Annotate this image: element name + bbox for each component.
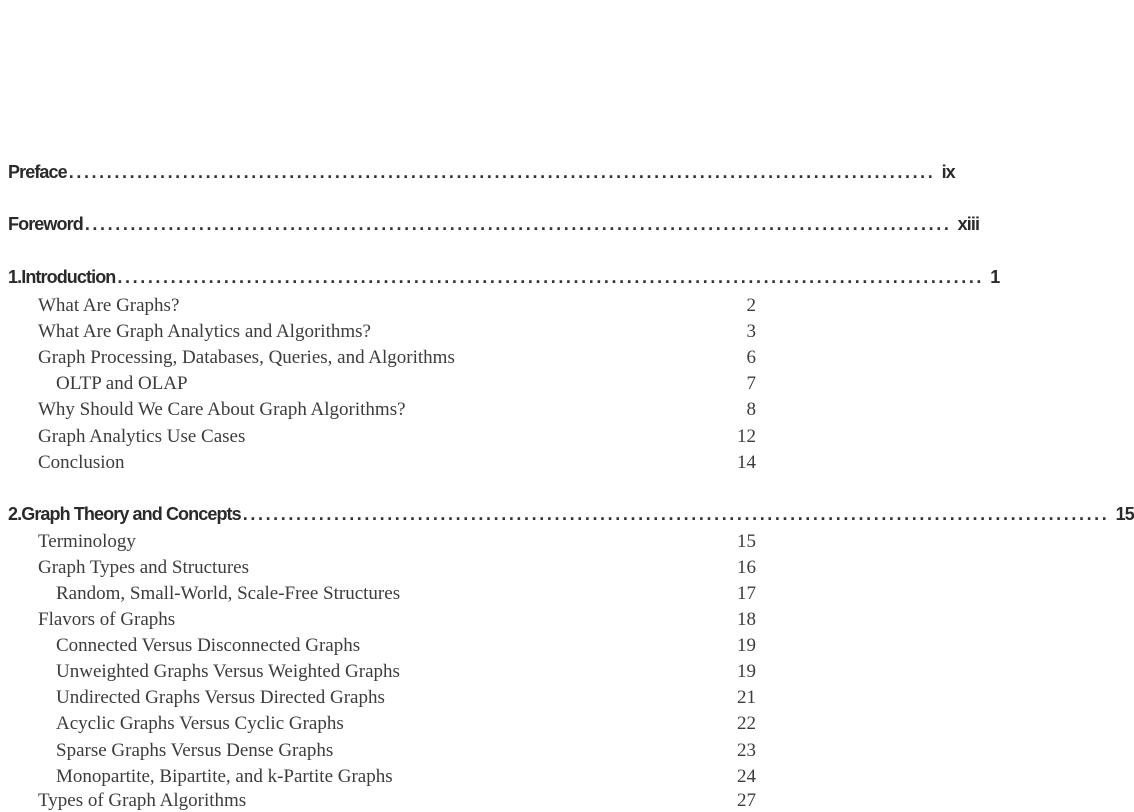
subsection-title: Sparse Graphs Versus Dense Graphs — [56, 740, 334, 761]
section-page: 14 — [737, 452, 756, 473]
toc-section[interactable] — [38, 557, 756, 579]
section-page: 15 — [737, 531, 756, 552]
toc-section[interactable] — [38, 347, 756, 369]
toc-section[interactable] — [38, 321, 756, 343]
toc-entry-label: Preface — [8, 162, 67, 182]
toc-section[interactable] — [38, 790, 756, 812]
toc-entry-label: Foreword — [8, 214, 83, 234]
chapter-number: 1. — [8, 267, 22, 287]
toc-entry-page: xiii — [957, 214, 980, 234]
dot-leader — [117, 267, 980, 288]
section-page: 27 — [737, 790, 756, 811]
section-title: Graph Processing, Databases, Queries, and Algorithms — [38, 347, 455, 368]
section-page: 3 — [746, 321, 756, 342]
section-title: Types of Graph Algorithms — [38, 790, 247, 811]
toc-subsection[interactable] — [56, 713, 756, 735]
toc-section[interactable] — [38, 399, 756, 421]
section-title: Conclusion — [38, 452, 125, 473]
toc-entry-preface[interactable] — [8, 162, 955, 183]
subsection-page: 23 — [737, 740, 756, 761]
toc-subsection[interactable] — [56, 740, 756, 762]
subsection-page: 19 — [737, 661, 756, 682]
chapter-page: 1 — [990, 267, 1000, 287]
toc-subsection[interactable] — [56, 583, 756, 605]
section-title: Graph Types and Structures — [38, 557, 249, 578]
toc-entry-page: ix — [941, 162, 955, 182]
subsection-page: 21 — [737, 687, 756, 708]
subsection-title: Undirected Graphs Versus Directed Graphs — [56, 687, 385, 708]
subsection-page: 19 — [737, 635, 756, 656]
subsection-title: OLTP and OLAP — [56, 373, 188, 394]
dot-leader — [85, 214, 948, 235]
toc-section[interactable] — [38, 531, 756, 553]
section-title: Flavors of Graphs — [38, 609, 176, 630]
toc-chapter-2[interactable] — [8, 504, 1134, 525]
subsection-page: 24 — [737, 766, 756, 787]
section-page: 8 — [746, 399, 756, 420]
dot-leader — [69, 162, 932, 183]
subsection-title: Monopartite, Bipartite, and k-Partite Graphs — [56, 766, 393, 787]
toc-subsection[interactable] — [56, 635, 756, 657]
section-title: What Are Graphs? — [38, 295, 180, 316]
subsection-page: 17 — [737, 583, 756, 604]
subsection-title: Random, Small-World, Scale-Free Structures — [56, 583, 401, 604]
section-page: 12 — [737, 426, 756, 447]
toc-subsection[interactable] — [56, 766, 756, 788]
toc-section[interactable] — [38, 295, 756, 317]
toc-subsection[interactable] — [56, 661, 756, 683]
toc-section[interactable] — [38, 609, 756, 631]
dot-leader — [243, 504, 1106, 525]
chapter-number: 2. — [8, 504, 22, 524]
subsection-page: 22 — [737, 713, 756, 734]
toc-subsection[interactable] — [56, 687, 756, 709]
chapter-title: Graph Theory and Concepts — [21, 504, 241, 524]
section-title: Why Should We Care About Graph Algorithms? — [38, 399, 406, 420]
toc-section[interactable] — [38, 426, 756, 448]
subsection-title: Unweighted Graphs Versus Weighted Graphs — [56, 661, 400, 682]
toc-entry-foreword[interactable] — [8, 214, 980, 235]
section-title: Terminology — [38, 531, 136, 552]
subsection-title: Acyclic Graphs Versus Cyclic Graphs — [56, 713, 344, 734]
subsection-title: Connected Versus Disconnected Graphs — [56, 635, 361, 656]
toc-chapter-1[interactable] — [8, 267, 1000, 288]
subsection-page: 7 — [746, 373, 756, 394]
section-page: 6 — [746, 347, 756, 368]
chapter-page: 15 — [1115, 504, 1134, 524]
chapter-title: Introduction — [21, 267, 116, 287]
section-page: 16 — [737, 557, 756, 578]
section-title: Graph Analytics Use Cases — [38, 426, 246, 447]
section-title: What Are Graph Analytics and Algorithms? — [38, 321, 371, 342]
section-page: 2 — [746, 295, 756, 316]
toc-subsection[interactable] — [56, 373, 756, 395]
section-page: 18 — [737, 609, 756, 630]
toc-section[interactable] — [38, 452, 756, 474]
